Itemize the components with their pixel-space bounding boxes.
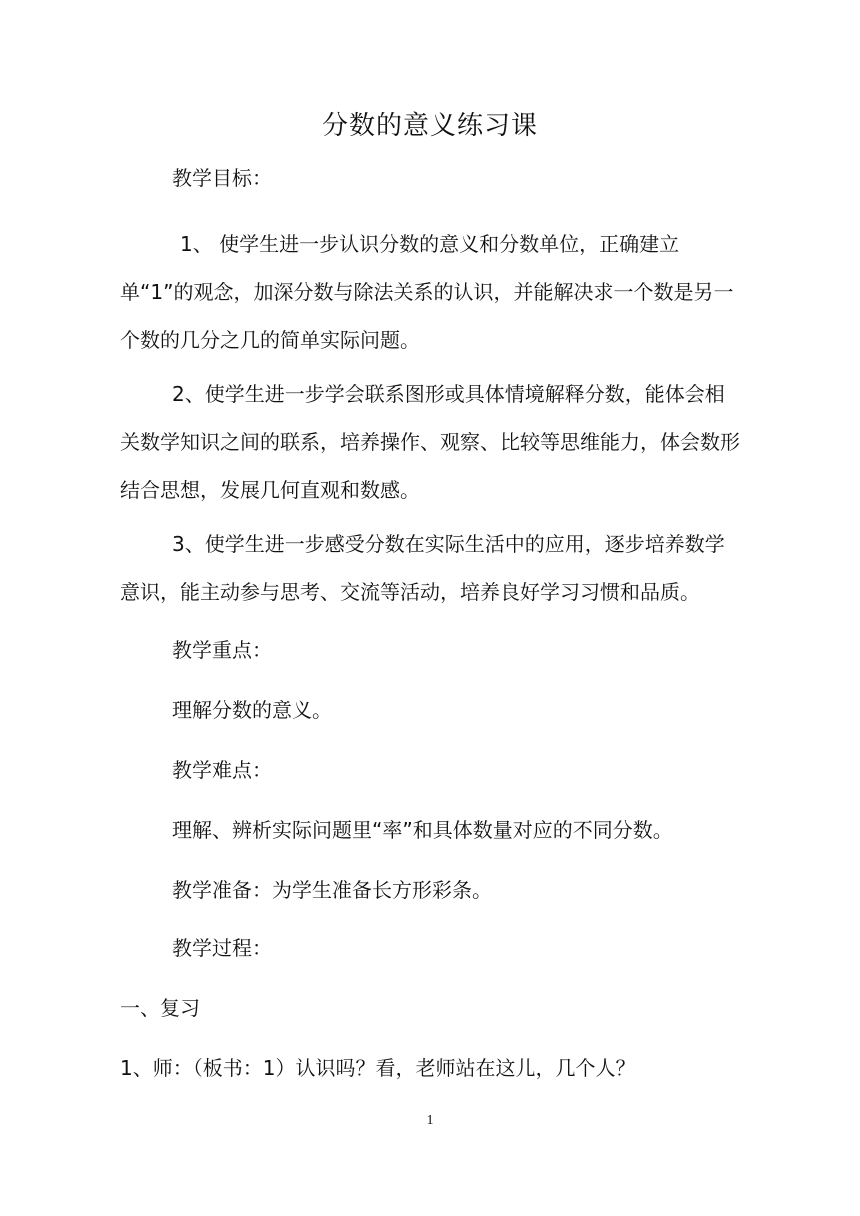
- paragraph-teaching-goals-heading: 教学目标：: [172, 166, 272, 190]
- paragraph-key-points: 理解分数的意义。: [172, 698, 332, 722]
- paragraph-process-heading: 教学过程：: [172, 936, 272, 960]
- paragraph-key-points-heading: 教学重点：: [172, 638, 272, 662]
- paragraph-goal-3: 3、使学生进一步感受分数在实际生活中的应用，逐步培养数学意识，能主动参与思考、交流等活动，培养良好学习习惯和品质。: [120, 532, 725, 604]
- paragraph-goal-2: 2、使学生进一步学会联系图形或具体情境解释分数，能体会相关数学知识之间的联系，培养操作、观察、比较等思维能力，体会数形结合思想，发展几何直观和数感。: [120, 382, 740, 502]
- paragraph-goal-1: 1、 使学生进一步认识分数的意义和分数单位，正确建立单“1”的观念，加深分数与除法关系的认识，并能解决求一个数是另一个数的几分之几的简单实际问题。: [120, 232, 734, 352]
- paragraph-section-review: 一、复习: [120, 996, 200, 1020]
- paragraph-preparation: 教学准备：为学生准备长方形彩条。: [172, 878, 492, 902]
- paragraph-review-item-1: 1、师：（板书：1）认识吗？看，老师站在这儿，几个人？: [120, 1056, 636, 1080]
- page-number: 1: [426, 1113, 434, 1128]
- paragraph-difficulties-heading: 教学难点：: [172, 758, 272, 782]
- paragraph-difficulties: 理解、辨析实际问题里“率”和具体数量对应的不同分数。: [172, 818, 673, 842]
- document-title: 分数的意义练习课: [321, 111, 538, 141]
